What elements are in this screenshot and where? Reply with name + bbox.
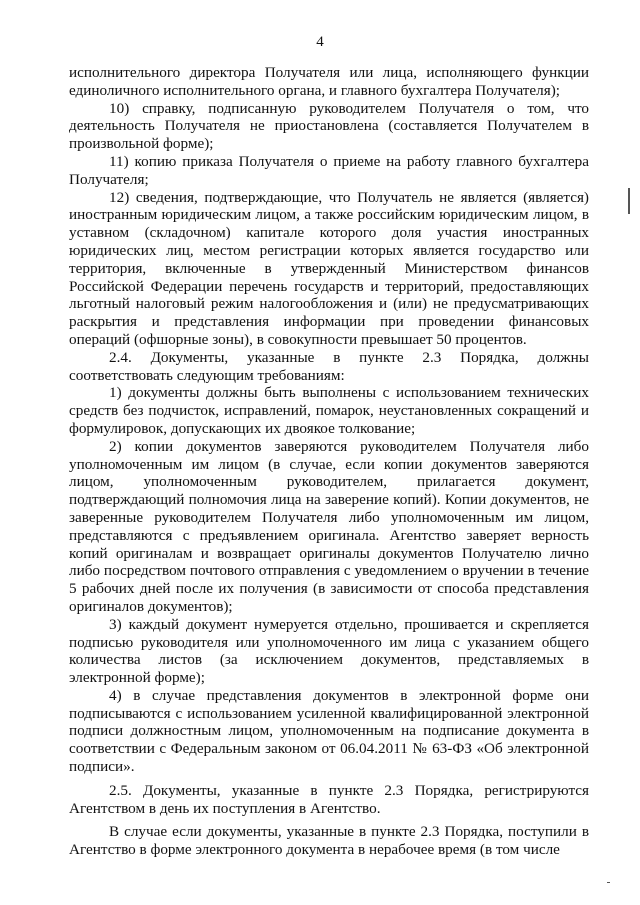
paragraph: 12) сведения, подтверждающие, что Получатель не является (является) иностранным юридическим лицом, а также российским юридическим лицом, в уставном (складочном) капитале которого доля участия иностранных юридических лиц, местом регистрации которых является государство или территория, включенные в утвержденный Министерством финансов Российской Федерации перечень государств и территорий, предоставляющих льготный налоговый режим налогообложения и (или) не предусматривающих раскрытия и представления информации при проведении финансовых операций (офшорные зоны), в совокупности превышает 50 процентов. xyxy=(69,188,589,348)
scan-mark xyxy=(628,188,630,214)
paragraph: 2.4. Документы, указанные в пункте 2.3 Порядка, должны соответствовать следующим требованиям: xyxy=(69,348,589,384)
paragraph: 3) каждый документ нумеруется отдельно, прошивается и скрепляется подписью руководителя или уполномоченного им лица с указанием общего количества листов (за исключением документов, представляемых в электронной форме); xyxy=(69,615,589,687)
paragraph: 1) документы должны быть выполнены с использованием технических средств без подчисток, исправлений, помарок, неустановленных сокращений и формулировок, допускающих их двоякое толкование; xyxy=(69,384,589,437)
paragraph: 2.5. Документы, указанные в пункте 2.3 Порядка, регистрируются Агентством в день их поступления в Агентство. xyxy=(69,781,589,817)
paragraph: 11) копию приказа Получателя о приеме на работу главного бухгалтера Получателя; xyxy=(69,152,589,188)
scan-mark xyxy=(607,882,610,883)
document-body xyxy=(69,64,589,859)
paragraph: 4) в случае представления документов в электронной форме они подписываются с использованием усиленной квалифицированной электронной подписи должностным лицом, уполномоченным на подписание документа в соответствии с Федеральным законом от 06.04.2011 № 63-ФЗ «Об электронной подписи». xyxy=(69,686,589,776)
paragraph: исполнительного директора Получателя или лица, исполняющего функции единоличного исполнительного органа, и главного бухгалтера Получателя); xyxy=(69,64,589,99)
paragraph: 10) справку, подписанную руководителем Получателя о том, что деятельность Получателя не приостановлена (составляется Получателем в произвольной форме); xyxy=(69,99,589,153)
paragraph: В случае если документы, указанные в пункте 2.3 Порядка, поступили в Агентство в форме электронного документа в нерабочее время (в том числе xyxy=(69,823,589,859)
paragraph: 2) копии документов заверяются руководителем Получателя либо уполномоченным им лицом (в случае, если копии документов заверяются лицом, уполномоченным руководителем, прилагается документ, подтверждающий полномочия лица на заверение копий). Копии документов, не заверенные руководителем Получателя либо уполномоченным им лицом, представляются с предъявлением оригинала. Агентство заверяет верность копий оригиналам и возвращает оригиналы документов Получателю лично либо посредством почтового отправления с уведомлением о вручении в течение 5 рабочих дней после их получения (в зависимости от способа представления оригиналов документов); xyxy=(69,437,589,615)
page-number: 4 xyxy=(316,34,324,50)
